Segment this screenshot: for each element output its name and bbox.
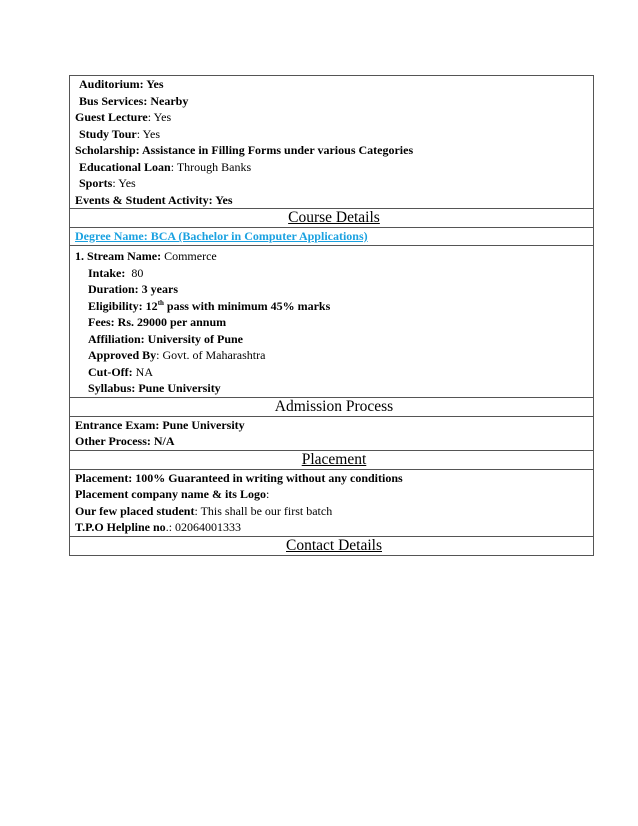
affiliation-line: Affiliation: University of Pune	[88, 331, 243, 346]
stream-line: 1. Stream Name: Commerce	[75, 249, 217, 263]
course-info-cell	[70, 246, 594, 398]
syllabus-line: Syllabus: Pune University	[88, 381, 221, 395]
placement-heading: Placement	[70, 450, 594, 469]
educational-loan-line: Educational Loan: Through Banks	[79, 159, 252, 174]
study-tour-line: Study Tour: Yes	[79, 126, 161, 141]
facilities-row	[70, 76, 594, 209]
duration-line: Duration: 3 years	[88, 282, 178, 296]
scholarship-line: Scholarship: Assistance in Filling Forms under various Categories	[75, 143, 414, 157]
approved-by-line: Approved By: Govt. of Maharashtra	[88, 348, 266, 362]
placement-info-row	[70, 469, 594, 536]
auditorium-line: Auditorium: Yes	[79, 77, 164, 91]
cutoff-line: Cut-Off: NA	[88, 364, 153, 379]
intake-line: Intake: 80	[88, 265, 144, 280]
degree-cell	[70, 228, 594, 246]
contact-heading-row	[70, 536, 594, 555]
guest-lecture-line: Guest Lecture: Yes	[75, 110, 172, 124]
eligibility-line: Eligibility: 12th pass with minimum 45% marks	[88, 298, 331, 313]
sports-line: Sports: Yes	[79, 176, 136, 190]
admission-info-row	[70, 416, 594, 450]
fees-line: Fees: Rs. 29000 per annum	[88, 315, 227, 329]
contact-details-heading: Contact Details	[70, 536, 594, 555]
placement-company-line: Placement company name & its Logo:	[75, 487, 270, 501]
facilities-cell	[70, 76, 594, 209]
other-process-line: Other Process: N/A	[75, 434, 175, 448]
tpo-helpline-line: T.P.O Helpline no.: 02064001333	[75, 520, 242, 534]
placed-student-line: Our few placed student: This shall be our first batch	[75, 503, 333, 518]
details-table	[69, 75, 594, 556]
placement-heading-row	[70, 450, 594, 469]
placement-info-cell	[70, 469, 594, 536]
course-heading-row	[70, 209, 594, 228]
degree-name-link[interactable]: Degree Name: BCA (Bachelor in Computer Applications)	[75, 229, 368, 243]
admission-process-heading: Admission Process	[70, 397, 594, 416]
bus-services-line: Bus Services: Nearby	[79, 93, 189, 108]
placement-guarantee-line: Placement: 100% Guaranteed in writing without any conditions	[75, 470, 403, 485]
events-line: Events & Student Activity: Yes	[75, 192, 233, 207]
course-info-row	[70, 246, 594, 398]
degree-row	[70, 228, 594, 246]
course-details-heading: Course Details	[70, 209, 594, 228]
entrance-exam-line: Entrance Exam: Pune University	[75, 417, 245, 432]
admission-info-cell	[70, 416, 594, 450]
admission-heading-row	[70, 397, 594, 416]
